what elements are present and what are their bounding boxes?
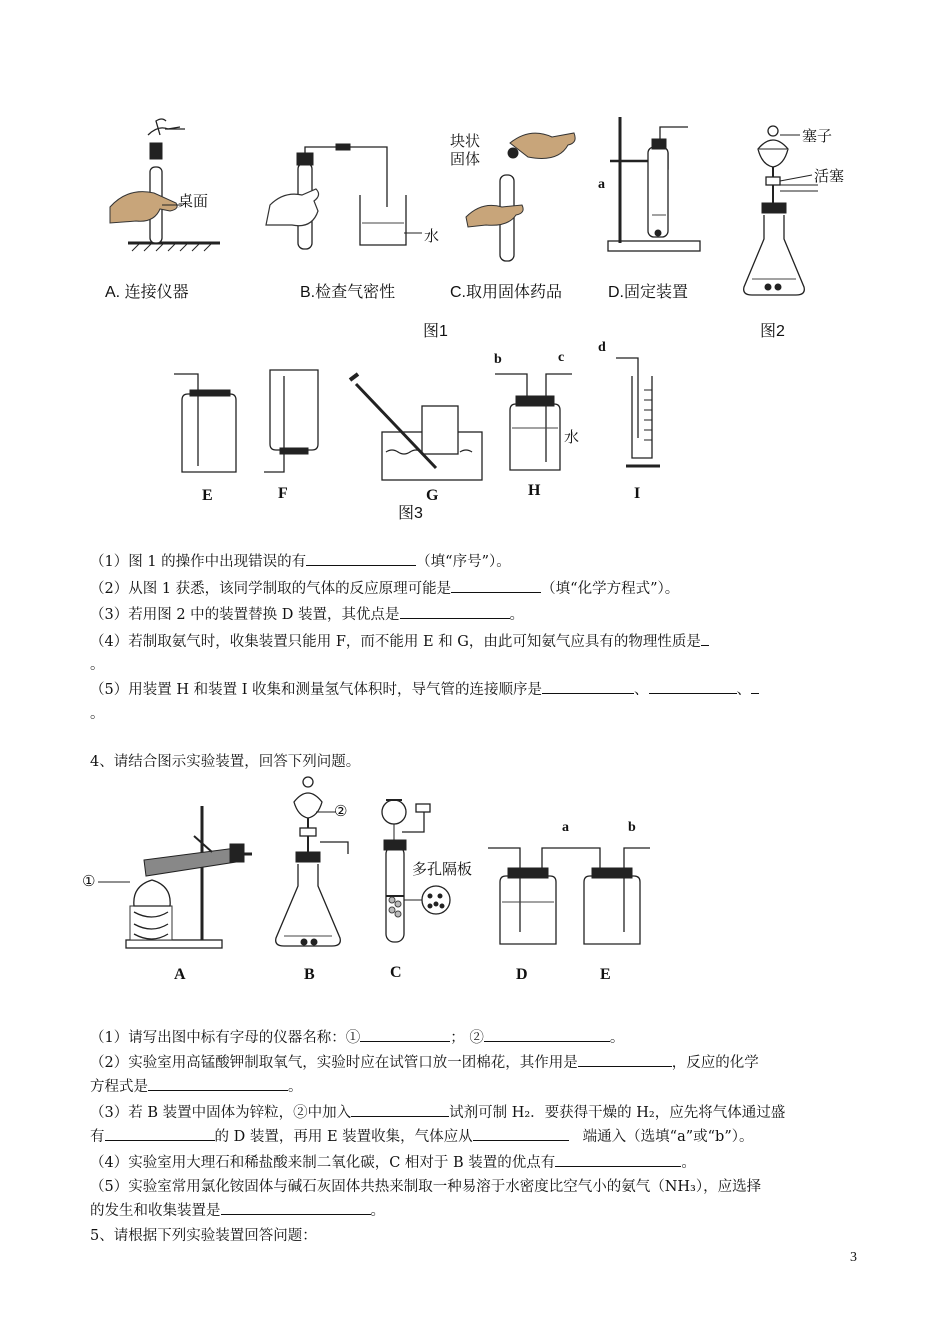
fig3-letter-f: F: [278, 485, 288, 502]
q4-l4: （4）实验室用大理石和稀盐酸来制二氧化碳，C 相对于 B 装置的优点有: [90, 1155, 556, 1171]
q3-line-4c: [90, 653, 105, 674]
q3-blank-2[interactable]: [451, 578, 541, 593]
fig3-title: 图3: [398, 505, 423, 522]
q3-line-1: [90, 550, 511, 571]
caption-d: D.固定装置: [608, 284, 689, 301]
q3-l1b: （填“序号”）。: [416, 554, 511, 570]
label-a-fig1: a: [598, 177, 605, 192]
caption-b: B.检查气密性: [300, 284, 396, 301]
q3-l4: （4）若制取氨气时，收集装置只能用 F，而不能用 E 和 G，由此可知氨气应具有的物理性质是: [90, 634, 701, 650]
q5-title: 5、请根据下列实验装置回答问题：: [90, 1228, 317, 1244]
label-circle-2: ②: [334, 803, 348, 820]
q4-blank-1[interactable]: [360, 1027, 450, 1042]
fig3-letter-h: H: [528, 482, 541, 499]
q3-blank-3[interactable]: [400, 604, 510, 619]
q4-line-5c: [90, 1199, 385, 1220]
q4-letter-a: A: [174, 966, 186, 983]
q4-l5: （5）实验室常用氯化铵固体与碱石灰固体共热来制取一种易溶于水密度比空气小的氨气（NH₃），应选择: [90, 1179, 762, 1195]
q3-line-5: [90, 678, 759, 699]
q3-l5-sep1: 、: [634, 682, 649, 698]
apparatus-f: [264, 370, 318, 472]
figure-1: [100, 95, 860, 345]
q4-l2: （2）实验室用高锰酸钾制取氧气，实验时应在试管口放一团棉花，其作用是: [90, 1055, 578, 1071]
fig3-letter-g: G: [426, 487, 439, 504]
apparatus-fig2: [744, 126, 818, 295]
apparatus-g: [350, 374, 482, 480]
fig3-letter-i: I: [634, 485, 641, 502]
q4-blank-7[interactable]: [473, 1126, 569, 1141]
port-b: b: [494, 352, 502, 367]
q3-l1: （1）图 1 的操作中出现错误的有: [90, 554, 307, 570]
q3-l5: （5）用装置 H 和装置 I 收集和测量氢气体积时，导气管的连接顺序是: [90, 682, 543, 698]
apparatus-c: [466, 133, 575, 261]
q4-line-2: [90, 1051, 759, 1072]
q4-line-3c: [90, 1125, 753, 1146]
q3-blank-1[interactable]: [306, 551, 416, 566]
q3-l5-sep2: 、: [736, 682, 752, 698]
label-porous-plate: 多孔隔板: [412, 861, 473, 878]
q4-line-4: [90, 1151, 696, 1172]
port-c: c: [558, 350, 565, 365]
q3-line-4: [90, 630, 709, 651]
label-circle-1: ①: [82, 873, 96, 890]
q3-blank-4[interactable]: [701, 631, 709, 646]
q4-blank-6[interactable]: [105, 1126, 215, 1141]
q4-l3m: 试剂可制 H₂．要获得干燥的 H₂，应先将气体通过盛: [449, 1105, 786, 1121]
q4-line-3: [90, 1101, 785, 1122]
fig3-letter-e: E: [202, 487, 213, 504]
apparatus-q4-e: [568, 848, 650, 944]
page-number: 3: [850, 1250, 857, 1265]
q3-l3b: 。: [509, 607, 525, 623]
q3-line-5c: [90, 702, 105, 723]
q4-blank-9[interactable]: [221, 1200, 371, 1215]
fig1-title: 图1: [423, 323, 448, 340]
q3-l5c: 。: [90, 706, 105, 722]
figure-q4-drawing: [90, 772, 650, 992]
q4-l2m: ，反应的化学: [671, 1055, 759, 1071]
q3-blank-5c[interactable]: [751, 679, 759, 694]
q4-l5e: 。: [370, 1203, 385, 1219]
q4-letter-e: E: [600, 966, 611, 983]
caption-c: C.取用固体药品: [450, 284, 563, 301]
q3-blank-5a[interactable]: [542, 679, 634, 694]
label-stopper: 塞子: [802, 128, 833, 145]
caption-a: A. 连接仪器: [105, 284, 189, 301]
q4-l5c: 的发生和收集装置是: [90, 1203, 221, 1219]
q4-line-2c: [90, 1075, 303, 1096]
q4-line-1: [90, 1026, 624, 1047]
label-valve: 活塞: [814, 168, 845, 185]
q4-blank-4[interactable]: [148, 1076, 288, 1091]
q4-letter-c: C: [390, 964, 402, 981]
q4-l3ce: 端通入（选填“a”或“b”）。: [582, 1129, 754, 1145]
q4-l1e: 。: [609, 1030, 625, 1046]
q3-l3: （3）若用图 2 中的装置替换 D 装置，其优点是: [90, 607, 400, 623]
label-solid: 块状 固体: [450, 133, 481, 168]
apparatus-q4-a: [98, 806, 252, 948]
q4-letter-d: D: [516, 966, 528, 983]
q4-l1: （1）请写出图中标有字母的仪器名称：①: [90, 1030, 361, 1046]
q3-l2: （2）从图 1 获悉，该同学制取的气体的反应原理可能是: [90, 581, 452, 597]
label-water-b: 水: [424, 228, 440, 245]
q3-blank-5b[interactable]: [649, 679, 737, 694]
fig2-title: 图2: [760, 323, 785, 340]
q3-l4c: 。: [90, 657, 105, 673]
apparatus-a: [110, 119, 220, 251]
port-q4-a: a: [562, 820, 569, 835]
q4-l3: （3）若 B 装置中固体为锌粒，②中加入: [90, 1105, 352, 1121]
q4-l4e: 。: [681, 1155, 696, 1171]
apparatus-e: [174, 374, 236, 472]
q4-title: 4、请结合图示实验装置，回答下列问题。: [90, 754, 361, 770]
q4-l3cm: 的 D 装置，再用 E 装置收集，气体应从: [214, 1129, 473, 1145]
port-q4-b: b: [628, 820, 636, 835]
port-d: d: [598, 340, 606, 355]
q4-l2e: 。: [288, 1079, 303, 1095]
q4-blank-3[interactable]: [578, 1052, 672, 1067]
figure-q4: [82, 772, 650, 992]
q4-blank-5[interactable]: [351, 1102, 449, 1117]
apparatus-i: [616, 358, 660, 466]
apparatus-h: [495, 374, 572, 470]
q3-l2b: （填“化学方程式”）。: [541, 581, 680, 597]
q4-blank-8[interactable]: [555, 1152, 681, 1167]
q3-line-3: [90, 603, 524, 624]
label-desk: 桌面: [178, 193, 209, 210]
q4-blank-2[interactable]: [484, 1027, 610, 1042]
apparatus-b: [266, 144, 422, 249]
q4-l1m: ； ②: [450, 1030, 484, 1046]
apparatus-d: [608, 117, 700, 251]
q3-line-2: [90, 577, 679, 598]
q4-letter-b: B: [304, 966, 315, 983]
figure-3: [160, 340, 700, 525]
q4-l3c: 有: [90, 1129, 105, 1145]
q4-l2c: 方程式是: [90, 1079, 148, 1095]
label-water-h: 水: [564, 429, 580, 446]
q4-line-5: [90, 1175, 761, 1196]
apparatus-q4-d: [488, 848, 568, 944]
